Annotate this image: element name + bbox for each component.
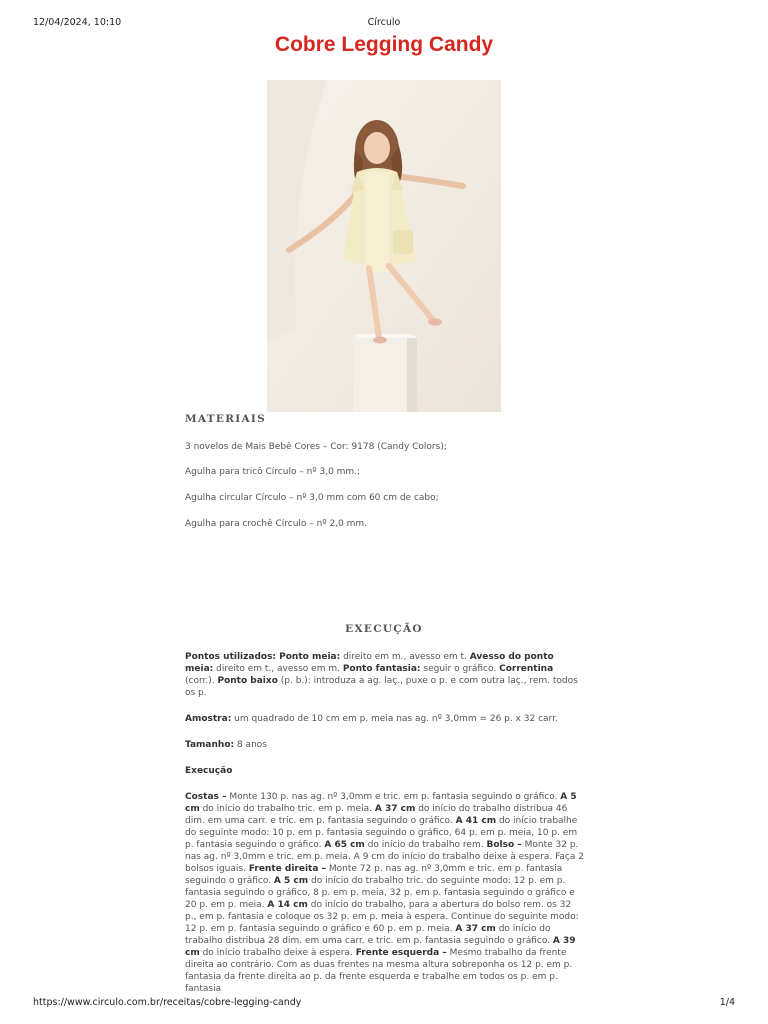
- bold-term: A 5 cm: [185, 792, 577, 814]
- paragraph-size: Tamanho: 8 anos: [185, 740, 267, 750]
- material-item-knitting-needle: Agulha para tricô Círculo – nº 3,0 mm.;: [185, 467, 361, 477]
- paragraph-execution-label: [185, 765, 585, 777]
- bold-term: Avesso do ponto meia:: [185, 652, 554, 674]
- bold-term: A 65 cm: [324, 840, 365, 850]
- page-title: Cobre Legging Candy: [274, 33, 494, 56]
- print-url: https://www.circulo.com.br/receitas/cobre-legging-candy: [33, 997, 302, 1008]
- print-site-name: Círculo: [367, 17, 401, 28]
- bold-term: Pontos utilizados: Ponto meia:: [185, 652, 341, 662]
- material-item-yarn: 3 novelos de Mais Bebê Cores – Cor: 9178 (Candy Colors);: [185, 442, 447, 452]
- page-number: 1/4: [719, 997, 735, 1008]
- bold-term: Tamanho:: [185, 740, 235, 750]
- material-item-circular-needle: Agulha circular Círculo – nº 3,0 mm com 60 cm de cabo;: [185, 493, 439, 503]
- instructions-body: [185, 651, 585, 1009]
- bold-term: Execução: [185, 766, 233, 776]
- materials-heading: MATERIAIS: [185, 413, 266, 425]
- bold-term: A 37 cm: [374, 804, 416, 814]
- paragraph-gauge: Amostra: um quadrado de 10 cm em p. meia nas ag. nº 3,0mm = 26 p. x 32 carr.: [185, 714, 558, 724]
- bold-term: Ponto baixo: [217, 676, 278, 686]
- bold-term: Amostra:: [185, 714, 232, 724]
- bold-term: A 14 cm: [267, 900, 308, 910]
- bold-term: A 41 cm: [455, 816, 497, 826]
- paragraph-stitches: Pontos utilizados: Ponto meia: direito em m., avesso em t. Avesso do ponto meia: direito em t., avesso em m. Ponto fantasia: seguir o gráfico. Correntina (corr.). Ponto baixo (p. b.): introduza a ag. laç., puxe o p. e com outra laç., rem. todos os p.: [185, 652, 578, 698]
- bold-term: A 5 cm: [273, 876, 309, 886]
- product-photo: [267, 80, 501, 412]
- bold-term: A 39 cm: [185, 936, 576, 958]
- paragraph-instructions: Costas – Monte 130 p. nas ag. nº 3,0mm e tric. em p. fantasia seguindo o gráfico. A 5 cm do início do trabalho tric. em p. meia. A 37 cm do início do trabalho distribua 46 dim. em uma carr. e tric. em p. fantasia seguindo o gráfico. A 41 cm do início trabalhe do seguinte modo: 10 p. em p. fantasia seguindo o gráfico, 64 p. em p. meia, 10 p. em p. fantasia seguindo o gráfico. A 65 cm do início do trabalho rem. Bolso – Monte 32 p. nas ag. nº 3,0mm e tric. em p. meia. A 9 cm do início do trabalho deixe à espera. Faça 2 bolsos iguais. Frente direita – Monte 72 p. nas ag. nº 3,0mm e tric. em p. fantasia seguindo o gráfico. A 5 cm do início do trabalho tric. do seguinte modo: 12 p. em p. fantasia seguindo o gráfico, 8 p. em p. meia, 32 p. em p. fantasia seguindo o gráfico e 20 p. em p. meia. A 14 cm do início do trabalho, para a abertura do bolso rem. os 32 p., em p. fantasia e coloque os 32 p. em p. meia à espera. Continue do seguinte modo: 12 p. em p. fantasia seguindo o gráfico e 60 p. em p. meia. A 37 cm do início do trabalho distribua 28 dim. em uma carr. e tric. em p. fantasia seguindo o gráfico. A 39 cm do início trabalho deixe à espera. Frente esquerda – Mesmo trabalho da frente direita ao contrário. Com as duas frentes na mesma altura sobreponha os 12 p. em p. fantasia da frente direita ao p. da frente esquerda e trabalhe em todos os p. em p. fantasia: [185, 792, 584, 994]
- bold-term: Costas –: [185, 792, 227, 802]
- bold-term: Bolso –: [486, 840, 522, 850]
- print-datetime: 12/04/2024, 10:10: [33, 17, 122, 28]
- execution-heading: EXECUÇÃO: [345, 623, 423, 635]
- bold-term: Correntina: [499, 664, 554, 674]
- bold-term: Ponto fantasia:: [342, 664, 421, 674]
- bold-term: A 37 cm: [455, 924, 496, 934]
- material-item-crochet-hook: Agulha para crochê Círculo – nº 2,0 mm.: [185, 519, 368, 529]
- bold-term: Frente direita –: [248, 864, 327, 874]
- bold-term: Frente esquerda –: [355, 948, 447, 958]
